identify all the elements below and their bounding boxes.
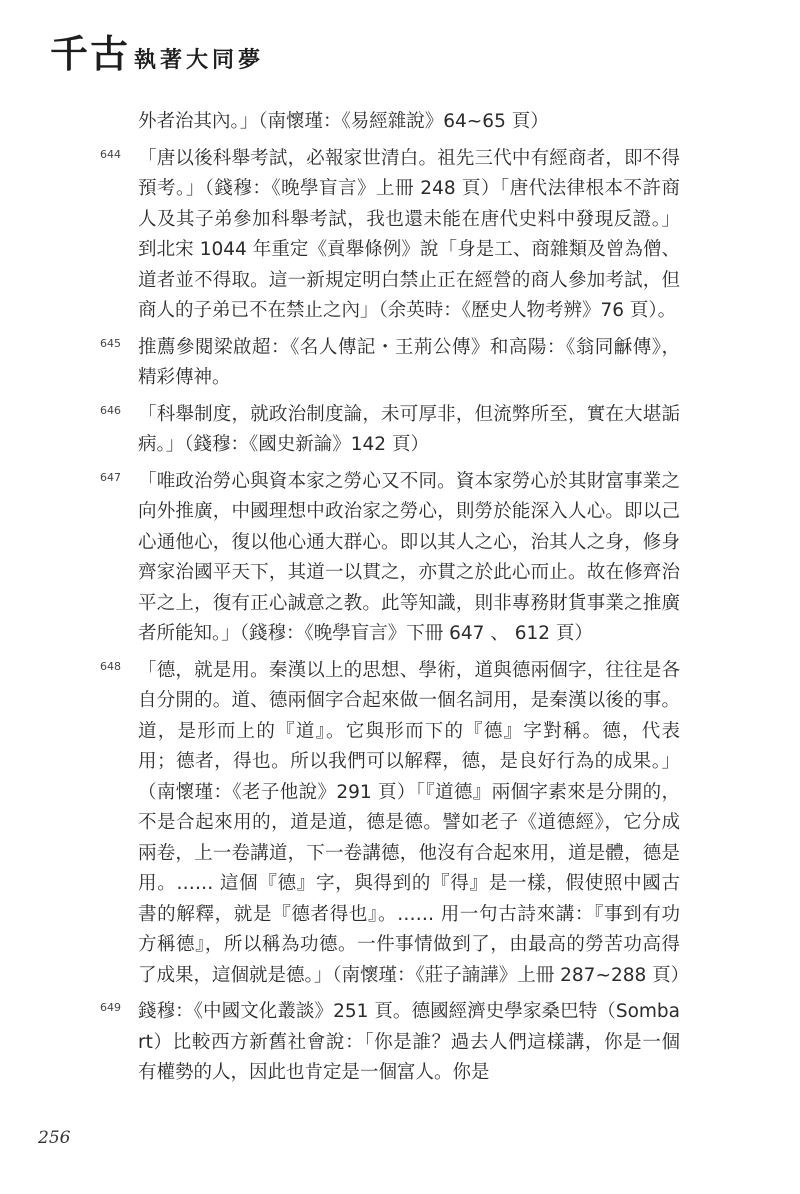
footnote-646: [100, 400, 680, 461]
continued-footnote-text: 外者治其內。」（南懷瑾：《易經雜說》64~65 頁）: [138, 111, 549, 132]
footnote-number: 647: [100, 470, 121, 484]
footnote-text: 「唐以後科舉考試，必報家世清白。祖先三代中有經商者，即不得預考。」（錢穆：《晚學盲言》上冊 248 頁）「唐代法律根本不許商人及其子弟參加科舉考試，我也還未能在唐代史料中發現反證。」到北宋 1044 年重定《貢舉條例》說「身是工、商雜類及曾為僧、道者並不得取。這一新規定明白禁止正在經營的商人參加考試，但商人的子弟已不在禁止之內」（余英時：《歷史人物考辨》76 頁）。: [138, 147, 680, 321]
footnote-644: [100, 144, 680, 327]
footnote-number: 648: [100, 659, 121, 673]
footnote-number: 644: [100, 147, 121, 161]
header-title-large: 千古: [50, 31, 131, 76]
footnote-number: 646: [100, 403, 121, 417]
footnote-text: 「科舉制度，就政治制度論，未可厚非，但流弊所至，實在大堪詬病。」（錢穆：《國史新論》142 頁）: [138, 403, 680, 455]
footnote-645: [100, 333, 680, 394]
footnotes-body: [100, 107, 690, 1089]
running-header: [50, 32, 264, 76]
page-number: 256: [38, 1128, 71, 1148]
footnote-number: 645: [100, 336, 121, 350]
header-title-small: 執著大同夢: [134, 47, 265, 73]
footnote-649: [100, 997, 680, 1089]
footnote-648: [100, 656, 690, 992]
footnote-text: 推薦參閱梁啟超：《名人傳記・王荊公傳》和高陽：《翁同龢傳》，精彩傳神。: [138, 336, 680, 388]
footnote-647: [100, 467, 680, 650]
footnote-text: 錢穆：《中國文化叢談》251 頁。德國經濟史學家桑巴特（Sombart）比較西方新舊社會說：「你是誰？過去人們這樣講，你是一個有權勢的人，因此也肯定是一個富人。你是: [138, 1001, 680, 1083]
footnote-text: 「唯政治勞心與資本家之勞心又不同。資本家勞心於其財富事業之向外推廣，中國理想中政治家之勞心，則勞於能深入人心。即以己心通他心，復以他心通大群心。即以其人之心，治其人之身，修身齊家治國平天下，其道一以貫之，亦貫之於此心而止。故在修齊治平之上，復有正心誠意之教。此等知識，則非專務財貨事業之推廣者所能知。」（錢穆：《晚學盲言》下冊 647 、 612 頁）: [138, 470, 680, 644]
footnote-number: 649: [100, 1001, 121, 1014]
footnote-text: 「德，就是用。秦漢以上的思想、學術，道與德兩個字，往往是各自分開的。道、德兩個字合起來做一個名詞用，是秦漢以後的事。道，是形而上的『道』。它與形而下的『德』字對稱。德，代表用；德者，得也。所以我們可以解釋，德，是良好行為的成果。」（南懷瑾：《老子他說》291 頁）「『道德』兩個字素來是分開的，不是合起來用的，道是道，德是德。譬如老子《道德經》，它分成兩卷，上一卷講道，下一卷講德，他沒有合起來用，道是體，德是用。…… 這個『德』字，與得到的『得』是一樣，假使照中國古書的解釋，就是『德者得也』。…… 用一句古詩來講：『事到有功方稱德』，所以稱為功德。一件事情做到了，由最高的勞苦功高得了成果，這個就是德。」（南懷瑾：《莊子諵譁》上冊 287~288 頁）: [138, 659, 690, 986]
